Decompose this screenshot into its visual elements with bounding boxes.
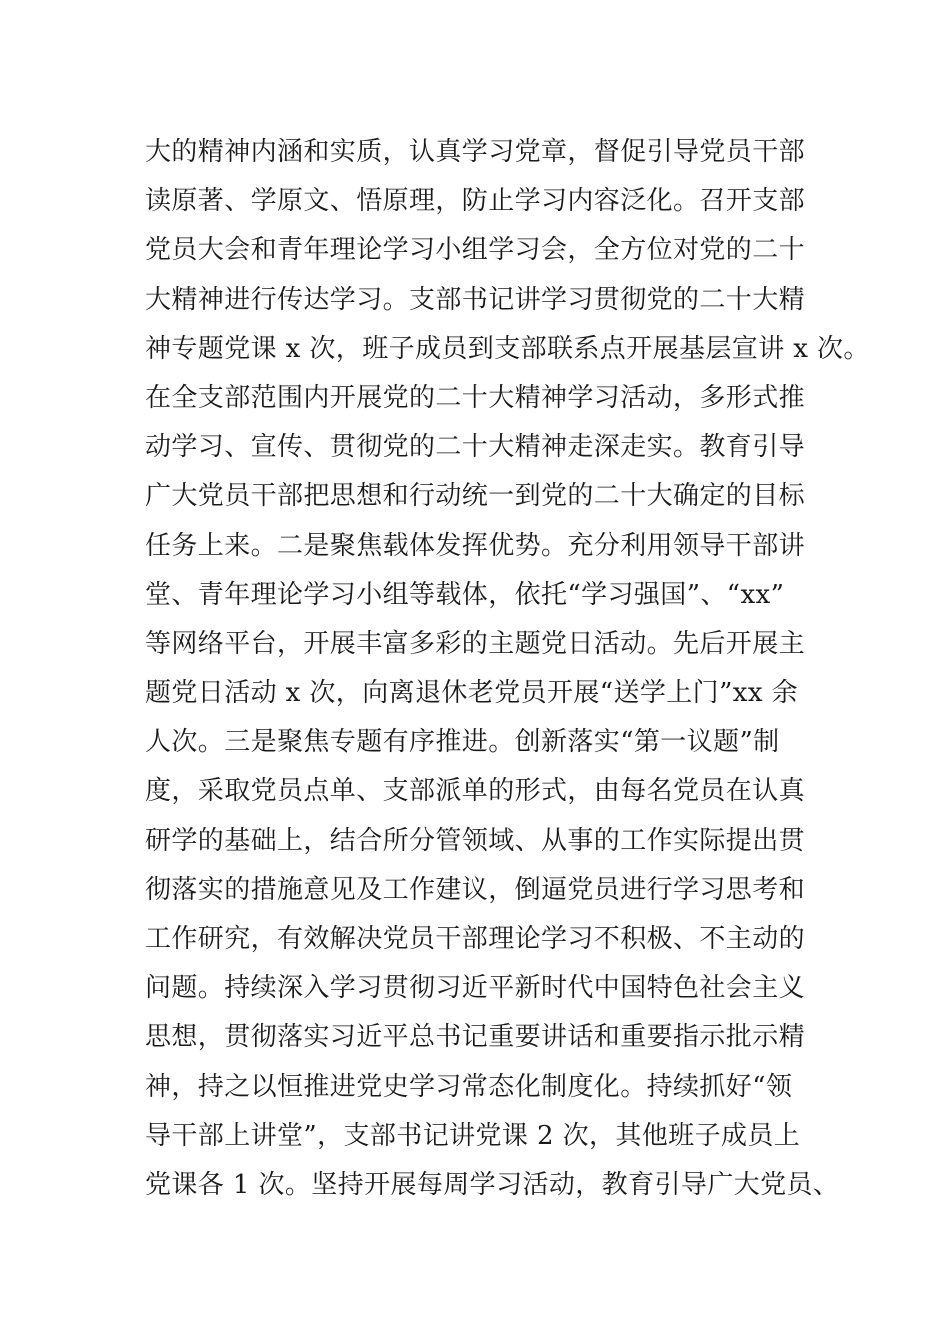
text-line-1: 大的精神内涵和实质，认真学习党章，督促引导党员干部 (145, 137, 806, 167)
text-line-15: 研学的基础上，结合所分管领域、从事的工作实际提出贯 (145, 825, 806, 856)
text-line-3: 党员大会和青年理论学习小组学习会，全方位对党的二十 (145, 235, 806, 266)
text-line-16: 彻落实的措施意见及工作建议，倒逼党员进行学习思考和 (145, 874, 806, 905)
text-line-21: 导干部上讲堂”，支部书记讲党课 2 次，其他班子成员上 (145, 1120, 801, 1151)
text-line-13: 人次。三是聚焦专题有序推进。创新落实“第一议题”制 (145, 727, 780, 758)
text-line-6: 在全支部范围内开展党的二十大精神学习活动，多形式推 (145, 382, 806, 413)
text-line-9: 任务上来。二是聚焦载体发挥优势。充分利用领导干部讲 (145, 530, 806, 561)
text-line-7: 动学习、宣传、贯彻党的二十大精神走深走实。教育引导 (145, 432, 806, 463)
text-line-8: 广大党员干部把思想和行动统一到党的二十大确定的目标 (145, 481, 806, 512)
text-line-22: 党课各 1 次。坚持开展每周学习活动，教育引导广大党员、 (145, 1169, 840, 1200)
text-line-4: 大精神进行传达学习。支部书记讲学习贯彻党的二十大精 (145, 284, 806, 315)
text-line-11: 等网络平台，开展丰富多彩的主题党日活动。先后开展主 (145, 628, 806, 659)
text-line-12: 题党日活动 x 次，向离退休老党员开展“送学上门”xx 余 (145, 678, 798, 709)
text-line-19: 思想，贯彻落实习近平总书记重要讲话和重要指示批示精 (145, 1022, 806, 1053)
text-line-20: 神，持之以恒推进党史学习常态化制度化。持续抓好“领 (145, 1071, 793, 1102)
body-paragraph (145, 128, 870, 1210)
text-line-2: 读原著、学原文、悟原理，防止学习内容泛化。召开支部 (145, 186, 806, 217)
text-line-14: 度，采取党员点单、支部派单的形式，由每名党员在认真 (145, 776, 806, 807)
text-line-17: 工作研究，有效解决党员干部理论学习不积极、不主动的 (145, 924, 806, 954)
text-line-18: 问题。持续深入学习贯彻习近平新时代中国特色社会主义 (145, 973, 806, 1004)
text-line-10: 堂、青年理论学习小组等载体，依托“学习强国”、“xx” (145, 579, 785, 610)
text-line-5: 神专题党课 x 次，班子成员到支部联系点开展基层宣讲 x 次。 (145, 333, 870, 364)
